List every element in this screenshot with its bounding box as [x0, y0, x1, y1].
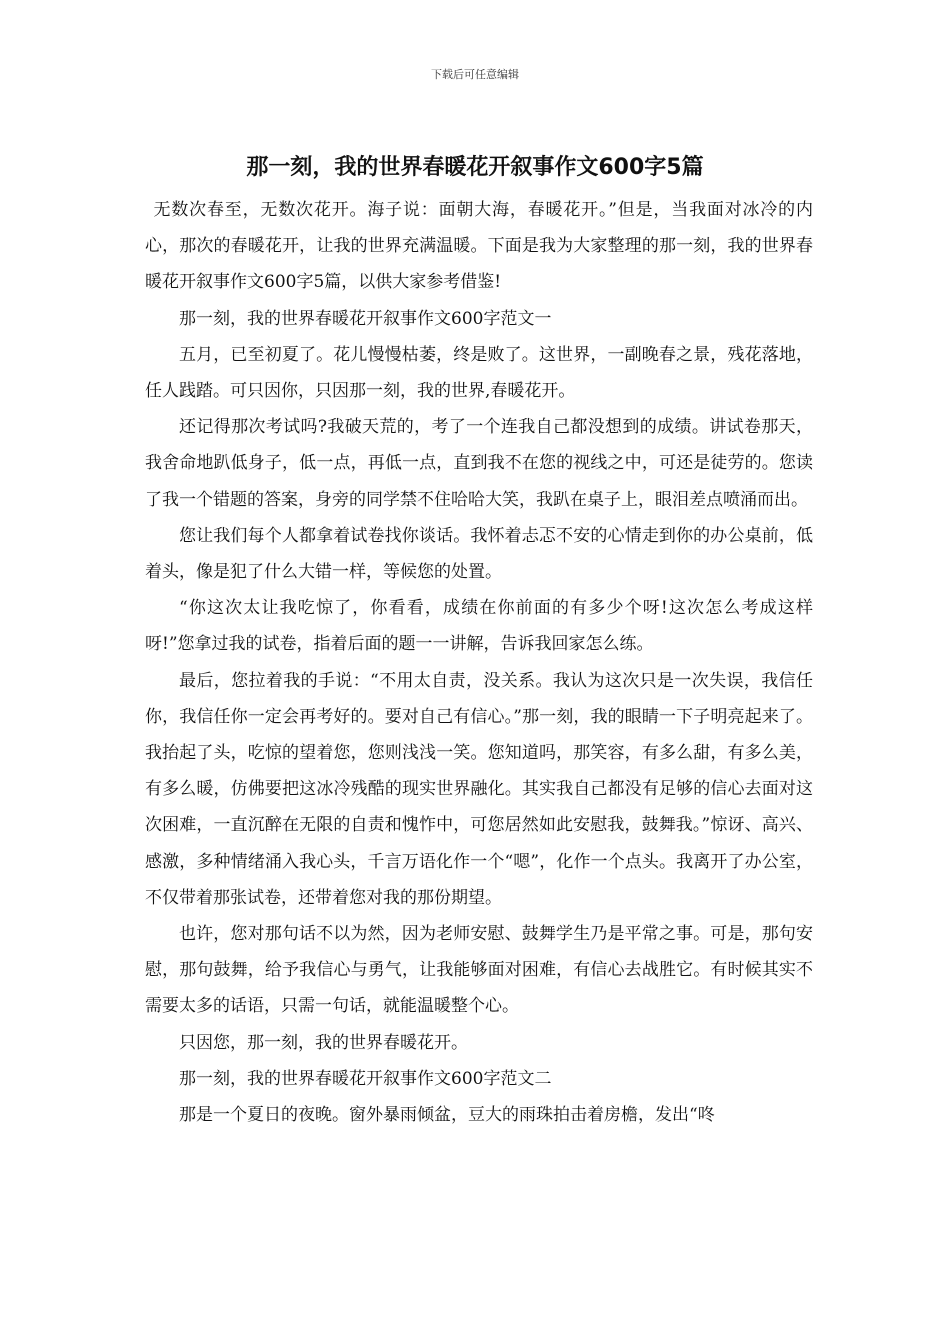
page-header-note: 下载后可任意编辑: [431, 68, 519, 81]
paragraph: 也许，您对那句话不以为然，因为老师安慰、鼓舞学生乃是平常之事。可是，那句安慰，那句鼓舞，给予我信心与勇气，让我能够面对困难，有信心去战胜它。有时候其实不需要太多的话语，只需一句话，就能温暖整个心。: [145, 924, 813, 1017]
paragraph: 还记得那次考试吗?我破天荒的，考了一个连我自己都没想到的成绩。讲试卷那天，我舍命地趴低身子，低一点，再低一点，直到我不在您的视线之中，可还是徒劳的。您读了我一个错题的答案，身旁的同学禁不住哈哈大笑，我趴在桌子上，眼泪差点喷涌而出。: [145, 417, 813, 510]
section-heading-2: 那一刻，我的世界春暖花开叙事作文600字范文二: [179, 1068, 552, 1089]
document-title: 那一刻，我的世界春暖花开叙事作文600字5篇: [246, 155, 704, 180]
paragraph: 只因您，那一刻，我的世界春暖花开。: [179, 1032, 468, 1053]
paragraph: 五月，已至初夏了。花儿慢慢枯萎，终是败了。这世界，一副晚春之景，残花落地，任人践踏。可只因你，只因那一刻，我的世界,春暖花开。: [145, 344, 813, 402]
article-body: [145, 192, 813, 1133]
paragraph: “你这次太让我吃惊了，你看看，成绩在你前面的有多少个呀!这次怎么考成这样呀!”您拿过我的试卷，指着后面的题一一讲解，告诉我回家怎么练。: [145, 598, 813, 655]
intro-paragraph: 无数次春至，无数次花开。海子说：面朝大海，春暖花开。”但是，当我面对冰冷的内心，那次的春暖花开，让我的世界充满温暖。下面是我为大家整理的那一刻，我的世界春暖花开叙事作文600字5篇，以供大家参考借鉴!: [145, 200, 813, 293]
section-heading-1: 那一刻，我的世界春暖花开叙事作文600字范文一: [179, 308, 552, 329]
paragraph: 最后，您拉着我的手说：“不用太自责，没关系。我认为这次只是一次失误，我信任你，我信任你一定会再考好的。要对自己有信心。”那一刻，我的眼睛一下子明亮起来了。我抬起了头，吃惊的望着您，您则浅浅一笑。您知道吗，那笑容，有多么甜，有多么美，有多么暖，仿佛要把这冰冷残酷的现实世界融化。其实我自己都没有足够的信心去面对这次困难，一直沉醉在无限的自责和愧怍中，可您居然如此安慰我，鼓舞我。”惊讶、高兴、感激，多种情绪涌入我心头，千言万语化作一个“嗯”，化作一个点头。我离开了办公室，不仅带着那张试卷，还带着您对我的那份期望。: [145, 670, 813, 908]
paragraph: 您让我们每个人都拿着试卷找你谈话。我怀着忐忑不安的心情走到你的办公桌前，低着头，像是犯了什么大错一样，等候您的处置。: [145, 525, 813, 583]
paragraph: 那是一个夏日的夜晚。窗外暴雨倾盆，豆大的雨珠拍击着房檐，发出“咚: [179, 1105, 715, 1126]
